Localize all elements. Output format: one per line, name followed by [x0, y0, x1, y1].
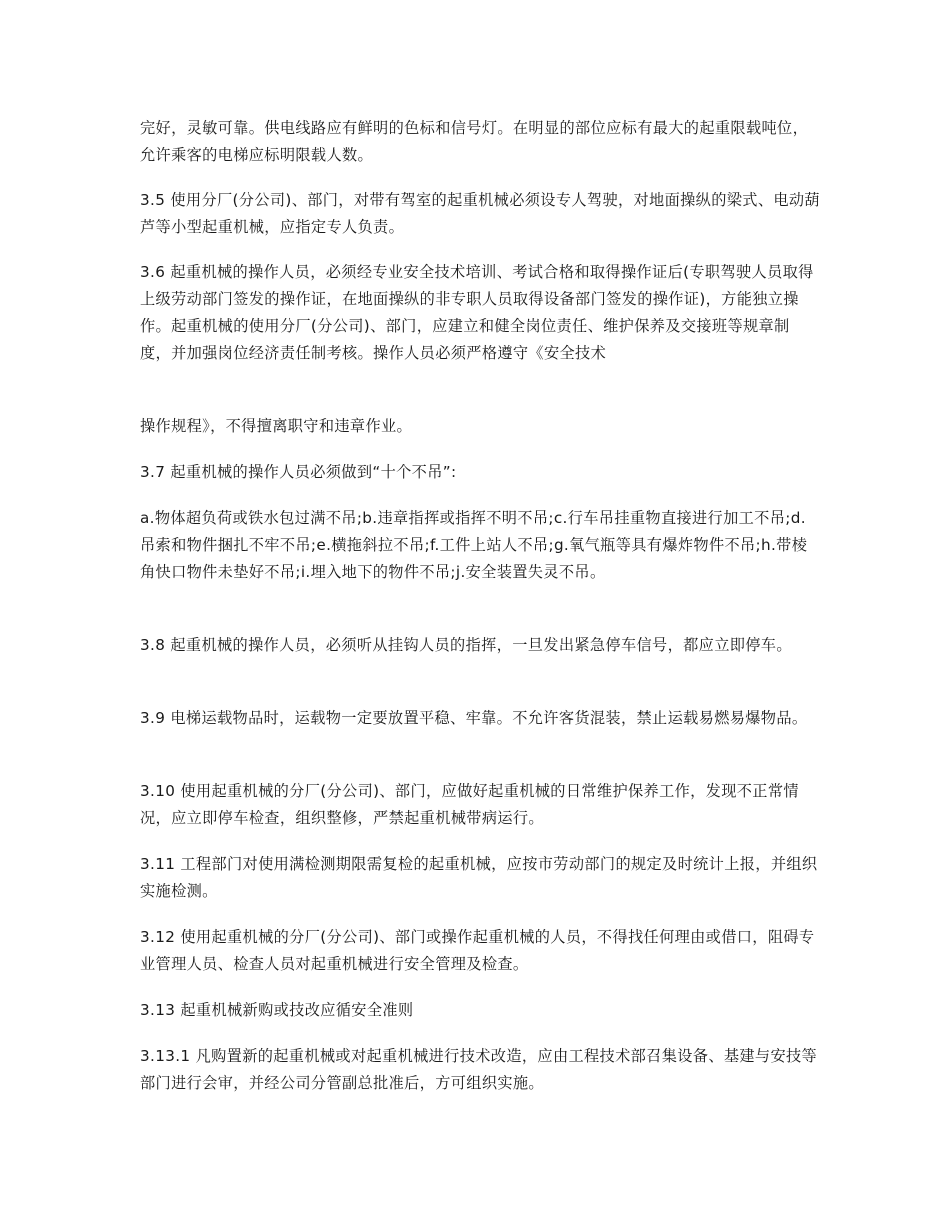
paragraph-3-7: 3.7 起重机械的操作人员必须做到“十个不吊”:: [140, 463, 457, 481]
paragraph-3-8: 3.8 起重机械的操作人员，必须听从挂钩人员的指挥，一旦发出紧急停车信号，都应立即停车。: [140, 636, 792, 654]
paragraph-3-13: 3.13 起重机械新购或技改应循安全准则: [140, 1001, 414, 1019]
paragraph-3-6: 3.6 起重机械的操作人员，必须经专业安全技术培训、考试合格和取得操作证后(专职驾驶人员取得上级劳动部门签发的操作证，在地面操纵的非专职人员取得设备部门签发的操作证)，方能独立操作。起重机械的使用分厂(分公司)、部门，应建立和健全岗位责任、维护保养及交接班等规章制度，并加强岗位经济责任制考核。操作人员必须严格遵守《安全技术: [140, 263, 814, 362]
paragraph-3-9: 3.9 电梯运载物品时，运载物一定要放置平稳、牢靠。不允许客货混装，禁止运载易燃易爆物品。: [140, 709, 808, 727]
paragraph-continuation: 完好，灵敏可靠。供电线路应有鲜明的色标和信号灯。在明显的部位应标有最大的起重限载吨位，允许乘客的电梯应标明限载人数。: [140, 119, 809, 164]
paragraph-3-13-1: 3.13.1 凡购置新的起重机械或对起重机械进行技术改造，应由工程技术部召集设备、基建与安技等部门进行会审，并经公司分管副总批准后，方可组织实施。: [140, 1047, 818, 1092]
paragraph-3-10: 3.10 使用起重机械的分厂(分公司)、部门，应做好起重机械的日常维护保养工作，发现不正常情况，应立即停车检查，组织整修，严禁起重机械带病运行。: [140, 782, 799, 827]
paragraph-3-6-continued: 操作规程》，不得擅离职守和违章作业。: [140, 417, 413, 435]
paragraph-ten-rules-list: a.物体超负荷或铁水包过满不吊;b.违章指挥或指挥不明不吊;c.行车吊挂重物直接进行加工不吊;d.吊索和物件捆扎不牢不吊;e.横拖斜拉不吊;f.工件上站人不吊;g.氧气瓶等具有爆炸物件不吊;h.带棱角快口物件未垫好不吊;i.埋入地下的物件不吊;j.安全装置失灵不吊。: [140, 509, 808, 581]
paragraph-3-12: 3.12 使用起重机械的分厂(分公司)、部门或操作起重机械的人员，不得找任何理由或借口，阻碍专业管理人员、检查人员对起重机械进行安全管理及检查。: [140, 928, 815, 973]
paragraph-3-11: 3.11 工程部门对使用满检测期限需复检的起重机械，应按市劳动部门的规定及时统计上报，并组织实施检测。: [140, 855, 818, 900]
paragraph-3-5: 3.5 使用分厂(分公司)、部门，对带有驾室的起重机械必须设专人驾驶，对地面操纵的梁式、电动葫芦等小型起重机械，应指定专人负责。: [140, 191, 820, 236]
